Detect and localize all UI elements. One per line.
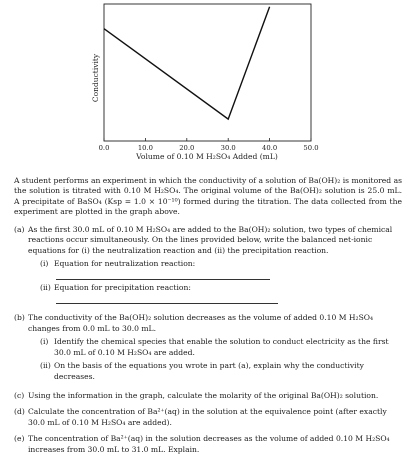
part-label: (b) [14, 313, 25, 323]
x-tick-label: 20.0 [179, 144, 195, 152]
subpart-label: (i) [40, 259, 49, 269]
part-text: As the first 30.0 mL of 0.10 M H₂SO₄ are added to the Ba(OH)₂ solution, two types of chemical reactions occur simultaneously. On the lines provided below, write the balanced net-ionic equations for (i) the neutralization reaction and (ii) the precipitation reaction. [28, 224, 393, 255]
part-text: Using the information in the graph, calculate the molarity of the original Ba(OH)₂ solution. [28, 390, 379, 400]
subpart-label: (ii) [40, 361, 51, 371]
part-c [14, 391, 402, 401]
part-label: (d) [14, 407, 25, 417]
plot-frame [104, 4, 311, 141]
part-a [14, 225, 402, 307]
part-label: (a) [14, 224, 25, 234]
x-tick-label: 40.0 [262, 144, 278, 152]
subpart-text: Identify the chemical species that enable the solution to conduct electricity as the first 30.0 mL of 0.10 M H₂SO₄ are added. [54, 337, 389, 357]
subpart-b-ii [40, 361, 402, 382]
part-e [14, 434, 402, 455]
part-label: (c) [14, 390, 25, 400]
part-b [14, 313, 402, 385]
part-d [14, 407, 402, 428]
x-tick-label: 10.0 [137, 144, 153, 152]
subpart-label: (ii) [40, 283, 51, 293]
subpart-a-i [40, 259, 402, 280]
plot-area-border [104, 4, 311, 141]
answer-line[interactable] [56, 271, 270, 280]
subpart-b-i [40, 337, 402, 358]
subpart-text: Equation for neutralization reaction: [54, 259, 196, 269]
x-tick-labels [99, 144, 319, 152]
subpart-text: Equation for precipitation reaction: [54, 283, 191, 293]
x-tick-label: 0.0 [98, 144, 110, 152]
subpart-a-ii [40, 283, 402, 304]
question-text [14, 176, 402, 461]
part-label: (e) [14, 434, 25, 444]
part-text: The concentration of Ba²⁺(aq) in the solution decreases as the volume of added 0.10 M H₂SO₄ increases from 30.0 mL to 31.0 mL. Explain. [28, 434, 390, 454]
intro-paragraph: A student performs an experiment in which the conductivity of a solution of Ba(OH)₂ is monitored as the solution is titrated with 0.10 M H₂SO₄. The original volume of the Ba(OH)₂ solution is 25.0 mL. A precipitate of BaSO₄ (Ksp = 1.0 × 10⁻¹⁰) formed during the titration. The data collected from the experiment are plotted in the graph above. [14, 176, 402, 217]
conductivity-chart [0, 0, 412, 172]
subpart-label: (i) [40, 337, 49, 347]
x-tick-label: 30.0 [220, 144, 236, 152]
x-axis-label: Volume of 0.10 M H₂SO₄ Added (mL) [136, 152, 278, 161]
subpart-text: On the basis of the equations you wrote in part (a), explain why the conductivity decreases. [54, 361, 364, 381]
y-axis-label: Conductivity [91, 53, 100, 103]
part-text: Calculate the concentration of Ba²⁺(aq) in the solution at the equivalence point (after exactly 30.0 mL of 0.10 M H₂SO₄ are added). [28, 407, 387, 427]
answer-line[interactable] [56, 295, 278, 304]
part-text: The conductivity of the Ba(OH)₂ solution decreases as the volume of added 0.10 M H₂SO₄ changes from 0.0 mL to 30.0 mL. [28, 313, 374, 333]
conductivity-series-line [104, 7, 270, 119]
x-tick-label: 50.0 [303, 144, 319, 152]
